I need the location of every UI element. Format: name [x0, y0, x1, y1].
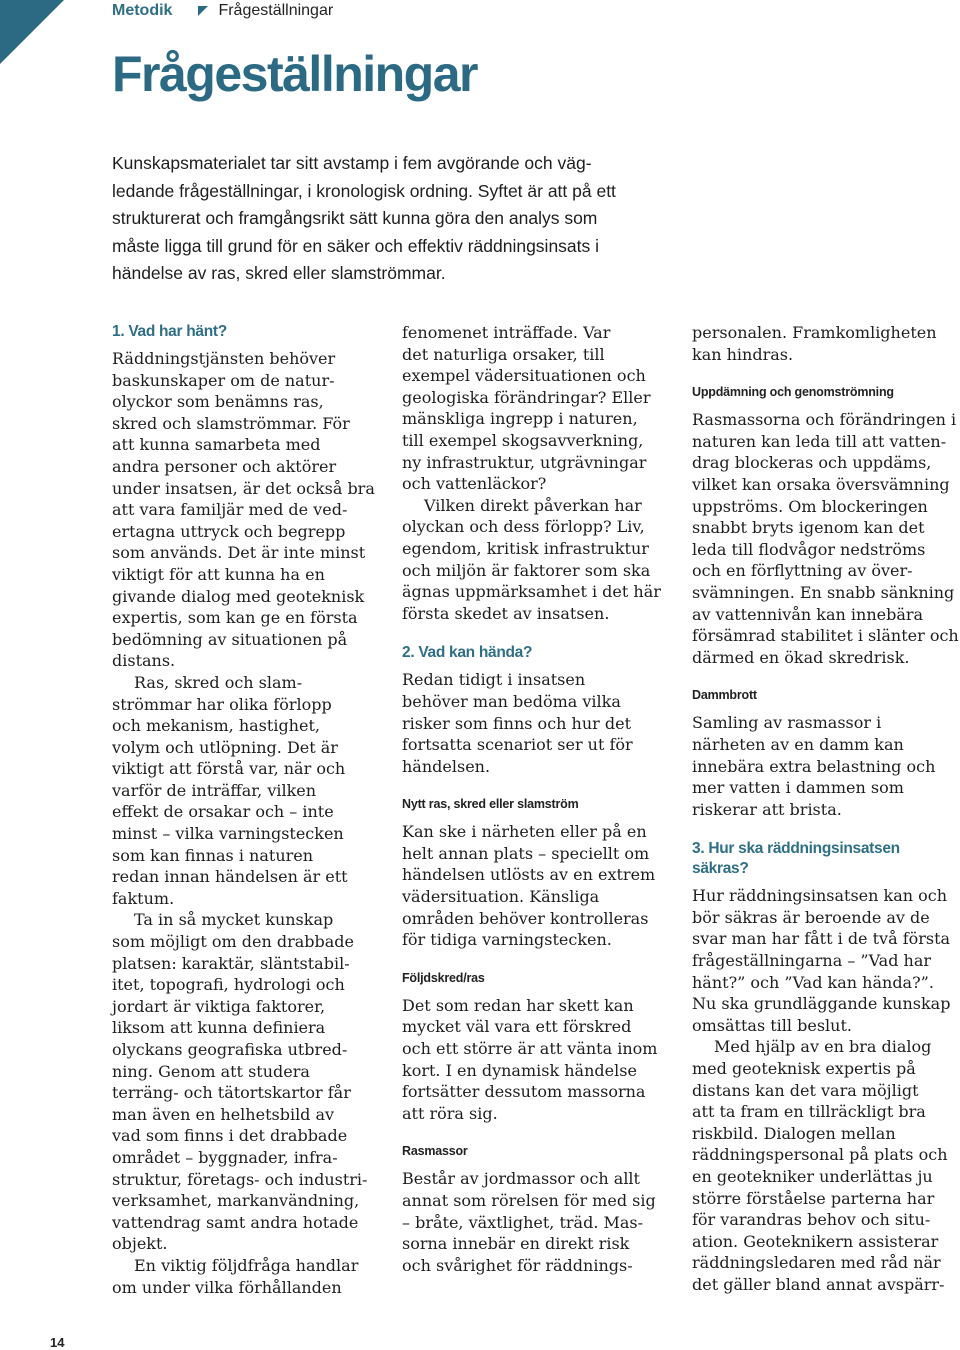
- text-line: En viktig följdfråga handlar: [134, 1255, 359, 1275]
- page-title: Frågeställningar: [112, 46, 477, 102]
- text-line: ny infrastruktur, utgrävningar: [402, 452, 647, 472]
- text-line: exempel vädersituationen och: [402, 366, 646, 386]
- text-line: varför de inträffar, vilken: [112, 780, 317, 800]
- text-line: första skedet av insatsen.: [402, 603, 610, 623]
- text-line: Nytt ras, skred eller slamström: [402, 797, 579, 812]
- text-line: Rasmassor: [402, 1144, 468, 1159]
- text-line: det gäller bland annat avspärr-: [692, 1274, 945, 1294]
- text-line: mycket väl vara ett förskred: [402, 1017, 632, 1037]
- body-paragraph: [402, 669, 672, 777]
- text-line: fortsätter dessutom massorna: [402, 1082, 646, 1102]
- text-line: 3. Hur ska räddningsinsatsen säkras?: [692, 840, 900, 878]
- text-line: Består av jordmassor och allt: [402, 1169, 640, 1189]
- text-line: det naturliga orsaker, till: [402, 344, 605, 364]
- text-line: händelsen utlösts av en extrem: [402, 865, 656, 885]
- subheading: [402, 970, 672, 986]
- text-line: faktum.: [112, 888, 175, 908]
- text-line: baskunskaper om de natur-: [112, 370, 335, 390]
- text-line: Rasmassorna och förändringen i: [692, 410, 957, 430]
- text-line: viktigt för att kunna ha en: [112, 564, 325, 584]
- text-line: Uppdämning och genomströmning: [692, 385, 894, 400]
- text-line: drag blockeras och uppdäms,: [692, 453, 932, 473]
- corner-decoration: [0, 0, 64, 64]
- triangle-arrow-icon: [198, 6, 208, 16]
- text-line: områden behöver kontrolleras: [402, 908, 649, 928]
- text-line: platsen: karaktär, släntstabil-: [112, 953, 350, 973]
- text-line: mänskliga ingrepp i naturen,: [402, 409, 638, 429]
- text-line: annat som rörelsen för med sig: [402, 1191, 656, 1210]
- text-line: mer vatten i dammen som: [692, 778, 904, 798]
- body-paragraph: [692, 409, 960, 668]
- text-line: att ta fram en tillräckligt bra: [692, 1102, 926, 1122]
- subheading: [402, 796, 672, 812]
- text-line: givande dialog med geoteknisk: [112, 586, 365, 606]
- text-line: ning. Genom att studera: [112, 1061, 310, 1081]
- text-line: volym och utlöpning. Det är: [112, 737, 338, 757]
- text-line: olyckans geografiska utbred-: [112, 1040, 348, 1059]
- text-line: jordart är viktiga faktorer,: [112, 996, 326, 1016]
- text-line: minst – vilka varningstecken: [112, 824, 344, 844]
- text-line: Följdskred/ras: [402, 970, 485, 985]
- body-paragraph: [402, 495, 672, 625]
- text-line: vattendrag samt andra hotade: [112, 1212, 359, 1232]
- text-line: 2. Vad kan hända?: [402, 644, 533, 662]
- text-line: med geoteknisk expertis på: [692, 1059, 916, 1079]
- text-line: att vara familjär med de ved-: [112, 500, 348, 520]
- text-line: naturen kan leda till att vatten-: [692, 431, 947, 451]
- section-heading: [402, 643, 672, 663]
- text-line: försämrad stabilitet i slänter och: [692, 626, 959, 646]
- text-line: objekt.: [112, 1234, 168, 1254]
- text-line: Hur räddningsinsatsen kan och: [692, 886, 948, 906]
- text-line: egendom, kritisk infrastruktur: [402, 538, 649, 558]
- text-line: ägnas uppmärksamhet i det här: [402, 582, 661, 602]
- text-line: räddningspersonal på plats och: [692, 1145, 948, 1165]
- text-line: helt annan plats – speciellt om: [402, 843, 650, 863]
- text-line: liksom att kunna definiera: [112, 1018, 326, 1038]
- text-line: och miljön är faktorer som ska: [402, 560, 651, 580]
- text-line: struktur, företags- och industri-: [112, 1169, 368, 1189]
- text-line: effekt de orsakar och – inte: [112, 802, 334, 822]
- body-paragraph: [402, 995, 672, 1125]
- body-paragraph: [112, 1255, 382, 1298]
- text-line: Ta in så mycket kunskap: [134, 910, 334, 930]
- text-column-2: [402, 322, 672, 1276]
- text-line: måste ligga till grund för en säker och effektiv räddningsinsats i: [112, 235, 600, 256]
- text-line: terräng- och tätortskartor får: [112, 1083, 351, 1103]
- text-line: omsättas till beslut.: [692, 1015, 852, 1035]
- text-line: att kunna samarbeta med: [112, 435, 321, 455]
- text-column-3: [692, 322, 960, 1296]
- text-line: området – byggnader, infra-: [112, 1147, 338, 1167]
- text-line: ledande frågeställningar, i kronologisk ordning. Syftet är att på ett: [112, 180, 616, 201]
- text-column-1: [112, 322, 382, 1298]
- body-paragraph: [692, 1036, 960, 1295]
- text-line: Dammbrott: [692, 688, 757, 703]
- text-line: Med hjälp av en bra dialog: [714, 1037, 932, 1057]
- text-line: Kunskapsmaterialet tar sitt avstamp i fem avgörande och väg-: [112, 153, 592, 173]
- text-line: behöver man bedöma vilka: [402, 691, 621, 711]
- text-line: personalen. Framkomligheten: [692, 323, 937, 342]
- text-line: Vilken direkt påverkan har: [424, 495, 642, 515]
- body-paragraph: [692, 322, 960, 365]
- text-line: Det som redan har skett kan: [402, 995, 634, 1015]
- body-paragraph: [112, 348, 382, 672]
- text-line: sorna innebär en direkt risk: [402, 1234, 630, 1254]
- text-line: Redan tidigt i insatsen: [402, 670, 586, 690]
- text-line: riskerar att brista.: [692, 799, 842, 819]
- text-line: geologiska förändringar? Eller: [402, 387, 651, 407]
- text-line: ertagna uttryck och begrepp: [112, 521, 346, 541]
- text-line: räddningsledaren med råd när: [692, 1253, 941, 1273]
- section-heading: [112, 322, 382, 342]
- text-line: itet, topografi, hydrologi och: [112, 975, 345, 995]
- breadcrumb-section[interactable]: Metodik: [112, 2, 173, 19]
- text-line: för varandras behov och situ-: [692, 1210, 931, 1230]
- text-line: leda till flodvågor nedströms: [692, 539, 926, 559]
- text-line: risker som finns och hur det: [402, 713, 632, 733]
- subheading: [692, 384, 960, 400]
- text-line: uppströms. Om blockeringen: [692, 496, 928, 516]
- text-line: vad som finns i det drabbade: [112, 1126, 348, 1146]
- text-line: som kan finnas i naturen: [112, 845, 314, 865]
- text-line: distans.: [112, 651, 176, 671]
- text-line: närheten av en damm kan: [692, 734, 904, 754]
- text-line: som används. Det är inte minst: [112, 543, 366, 563]
- section-heading: [692, 839, 960, 879]
- text-line: Räddningstjänsten behöver: [112, 349, 336, 368]
- text-line: Ras, skred och slam-: [134, 672, 303, 692]
- text-line: och ett större är att vänta inom: [402, 1039, 658, 1059]
- text-line: svar man har fått i de två första: [692, 929, 951, 949]
- text-line: händelsen.: [402, 756, 491, 776]
- text-line: strukturerat och framgångsrikt sätt kunna göra den analys som: [112, 208, 598, 228]
- text-line: Kan ske i närheten eller på en: [402, 822, 647, 842]
- text-line: därmed en ökad skredrisk.: [692, 647, 910, 667]
- text-line: en geotekniker underlättas ju: [692, 1167, 933, 1186]
- text-line: man även en helhetsbild av: [112, 1104, 335, 1124]
- intro-paragraph: [112, 150, 672, 288]
- body-paragraph: [692, 712, 960, 820]
- text-line: andra personer och aktörer: [112, 456, 337, 476]
- text-line: bedömning av situationen på: [112, 629, 348, 649]
- text-line: verksamhet, markanvändning,: [112, 1191, 360, 1211]
- text-line: fortsatta scenariot ser ut för: [402, 735, 633, 755]
- text-line: skred och slamströmmar. För: [112, 413, 350, 433]
- text-line: fenomenet inträffade. Var: [402, 323, 611, 342]
- text-line: vilket kan orsaka översvämning: [692, 474, 950, 494]
- text-line: 1. Vad har hänt?: [112, 323, 227, 340]
- breadcrumb-current-page: Frågeställningar: [218, 2, 334, 19]
- text-line: ation. Geoteknikern assisterar: [692, 1231, 939, 1251]
- body-paragraph: [112, 909, 382, 1255]
- text-line: till exempel skogsavverkning,: [402, 430, 644, 450]
- text-line: och en förflyttning av över-: [692, 561, 913, 581]
- text-line: och mekanism, hastighet,: [112, 716, 320, 736]
- body-paragraph: [402, 322, 672, 495]
- text-line: Samling av rasmassor i: [692, 713, 882, 733]
- text-line: för tidiga varningstecken.: [402, 930, 612, 950]
- text-line: kort. I en dynamisk händelse: [402, 1060, 637, 1080]
- text-line: vädersituation. Känsliga: [402, 887, 600, 907]
- body-paragraph: [402, 821, 672, 951]
- text-line: olyckan och dess förlopp? Liv,: [402, 517, 645, 537]
- body-paragraph: [402, 1168, 672, 1276]
- text-line: under insatsen, är det också bra: [112, 478, 375, 498]
- text-line: större förståelse parterna har: [692, 1188, 935, 1208]
- text-line: av vattennivån kan innebära: [692, 604, 924, 624]
- text-line: svämningen. En snabb sänkning: [692, 582, 955, 602]
- body-paragraph: [692, 885, 960, 1036]
- breadcrumb: [112, 0, 333, 22]
- text-line: kan hindras.: [692, 344, 794, 364]
- text-line: att röra sig.: [402, 1103, 498, 1123]
- page-number: 14: [50, 1335, 65, 1350]
- text-line: och svårighet för räddnings-: [402, 1255, 633, 1275]
- text-line: distans kan det vara möjligt: [692, 1080, 919, 1100]
- text-line: expertis, som kan ge en första: [112, 608, 358, 628]
- subheading: [402, 1143, 672, 1159]
- body-paragraph: [112, 672, 382, 910]
- subheading: [692, 687, 960, 703]
- text-line: om under vilka förhållanden: [112, 1277, 342, 1297]
- text-line: snabbt bryts igenom kan det: [692, 518, 925, 538]
- text-line: händelse av ras, skred eller slamströmmar.: [112, 263, 446, 283]
- text-line: och vattenläckor?: [402, 474, 547, 494]
- text-line: frågeställningarna – ”Vad har: [692, 951, 932, 971]
- text-line: redan innan händelsen är ett: [112, 867, 348, 887]
- text-line: hänt?” och ”Vad kan hända?”.: [692, 972, 934, 992]
- text-line: innebära extra belastning och: [692, 756, 936, 776]
- text-line: Nu ska grundläggande kunskap: [692, 994, 951, 1014]
- text-line: som möjligt om den drabbade: [112, 932, 355, 952]
- text-line: – bråte, växtlighet, träd. Mas-: [402, 1212, 644, 1232]
- text-line: olyckor som benämns ras,: [112, 392, 324, 412]
- text-line: riskbild. Dialogen mellan: [692, 1123, 896, 1143]
- text-line: strömmar har olika förlopp: [112, 694, 332, 714]
- text-line: bör säkras är beroende av de: [692, 907, 930, 927]
- text-line: viktigt att förstå var, när och: [112, 759, 346, 779]
